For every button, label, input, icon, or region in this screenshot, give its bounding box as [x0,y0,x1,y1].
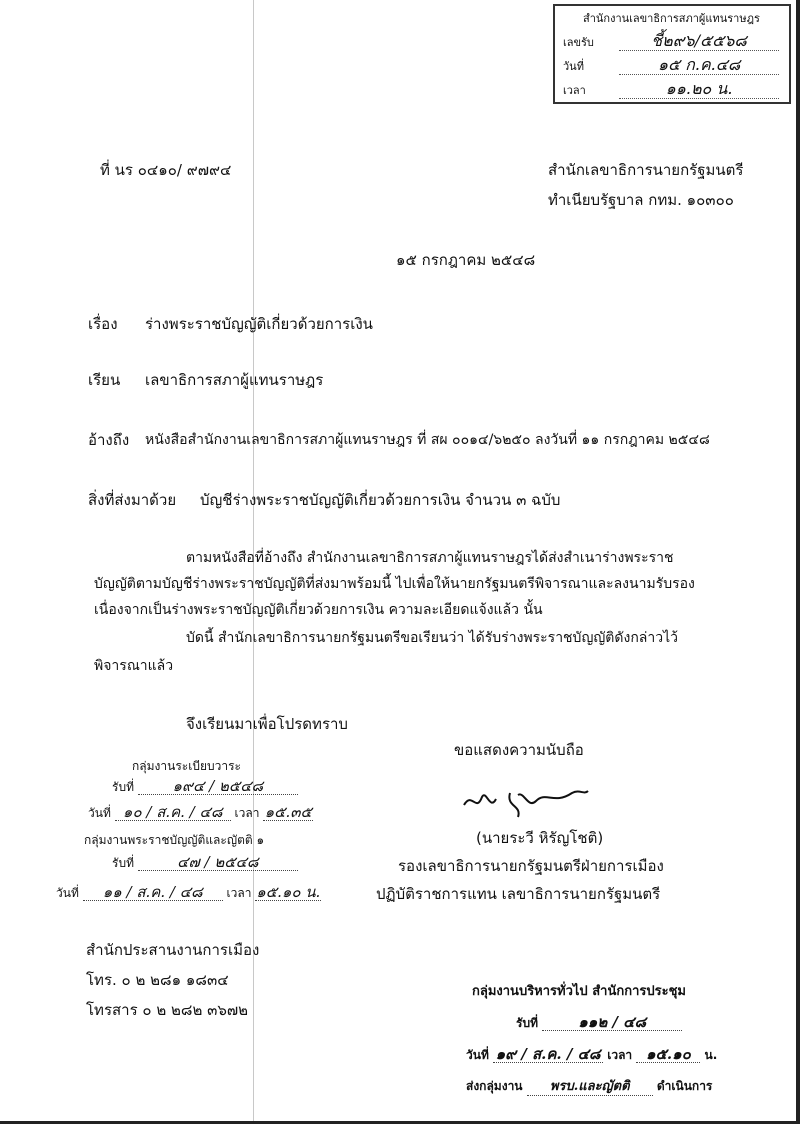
meeting-stamp-send [466,1078,712,1096]
signatory-title-1: รองเลขาธิการนายกรัฐมนตรีฝ่ายการเมือง [398,857,664,875]
meeting-stamp-recv-label: รับที่ [516,1016,538,1030]
registry-stamp-date2-label: วันที่ [56,886,79,900]
to-text: เลขาธิการสภาผู้แทนราษฎร [145,371,324,389]
meeting-stamp-date-value: ๑๙ / ส.ค. / ๔๘ [493,1046,603,1063]
receipt-stamp-no-value: ชี้๒๙๖/๕๕๖๘ [619,32,779,51]
registry-stamp-date-value: ๑๐ / ส.ค. / ๔๘ [115,804,231,821]
letter-date: ๑๕ กรกฎาคม ๒๕๔๘ [396,251,536,269]
registry-stamp-recv2-value: ๔๗ / ๒๕๔๘ [138,854,298,871]
receipt-stamp [553,4,791,104]
registry-stamp-recv-value: ๑๙๔ / ๒๕๔๘ [138,778,298,795]
meeting-stamp-send-label: ส่งกลุ่มงาน [466,1079,523,1093]
registry-stamp-group: กลุ่มงานระเบียบวาระ [132,759,241,773]
meeting-stamp-time-label: เวลา [607,1048,633,1062]
receipt-stamp-time-label: เวลา [563,84,586,97]
registry-stamp-recv-2 [112,854,298,871]
meeting-stamp-recv-value: ๑๑๒ / ๔๘ [542,1014,682,1031]
body-paragraph-2-line-2: พิจารณาแล้ว [94,658,174,674]
registry-stamp-recv2-label: รับที่ [112,856,134,870]
registry-stamp-group-2: กลุ่มงานพระราชบัญญัติและญัตติ ๑ [84,833,265,847]
body-paragraph-1-line-1: ตามหนังสือที่อ้างถึง สำนักงานเลขาธิการสภาผู้แทนราษฎรได้ส่งสำเนาร่างพระราช [186,550,674,566]
meeting-stamp-send-value: พรบ.และญัตติ [527,1079,653,1096]
registry-stamp-date [88,804,313,821]
receipt-stamp-time-value: ๑๑.๒๐ น. [619,80,779,99]
meeting-stamp-time-unit: น. [704,1048,718,1062]
enclosure-text: บัญชีร่างพระราชบัญญัติเกี่ยวด้วยการเงิน จำนวน ๓ ฉบับ [200,491,561,509]
footer-fax: โทรสาร ๐ ๒ ๒๘๒ ๓๖๗๒ [86,1001,249,1019]
regards: ขอแสดงความนับถือ [454,741,584,759]
enclosure-label: สิ่งที่ส่งมาด้วย [88,491,177,509]
reference-number: ที่ นร ๐๔๑๐/ ๙๗๙๔ [100,161,232,179]
receipt-stamp-date-label: วันที่ [563,60,584,73]
meeting-stamp-date-label: วันที่ [466,1048,489,1062]
registry-stamp-recv [112,778,298,795]
receipt-stamp-no-label: เลขรับ [563,36,594,49]
meeting-stamp-group: กลุ่มงานบริหารทั่วไป สำนักการประชุม [472,984,686,999]
subject-text: ร่างพระราชบัญญัติเกี่ยวด้วยการเงิน [145,315,373,333]
signatory-name: (นายระวี หิรัญโชติ) [476,829,604,847]
meeting-stamp-date [466,1046,717,1063]
registry-stamp-time2-label: เวลา [226,886,252,900]
handwritten-signature [462,783,592,823]
to-label: เรียน [88,371,121,389]
body-paragraph-2-line-1: บัดนี้ สำนักเลขาธิการนายกรัฐมนตรีขอเรียนว่า ได้รับร่างพระราชบัญญัติดังกล่าวไว้ [186,630,678,646]
registry-stamp-recv-label: รับที่ [112,780,134,794]
registry-stamp-time-label: เวลา [234,806,260,820]
meeting-stamp-recv [516,1014,682,1031]
body-paragraph-1-line-3: เนื่องจากเป็นร่างพระราชบัญญัติเกี่ยวด้วยการเงิน ความละเอียดแจ้งแล้ว นั้น [94,602,543,618]
closing-line: จึงเรียนมาเพื่อโปรดทราบ [186,715,348,733]
office-address: ทำเนียบรัฐบาล กทม. ๑๐๓๐๐ [548,191,734,209]
subject-label: เรื่อง [88,315,118,333]
registry-stamp-time2-value: ๑๕.๑๐ น. [256,883,321,901]
reference-text: หนังสือสำนักงานเลขาธิการสภาผู้แทนราษฎร ที่ สผ ๐๐๑๔/๖๒๕๐ ลงวันที่ ๑๑ กรกฎาคม ๒๕๔๘ [145,432,710,448]
footer-phone: โทร. ๐ ๒ ๒๘๑ ๑๘๓๔ [86,971,229,989]
meeting-stamp-time-value: ๑๕.๑๐ [636,1046,700,1063]
meeting-stamp-send-suffix: ดำเนินการ [656,1079,713,1093]
reference-label: อ้างถึง [88,431,130,449]
scan-edge-right [796,0,800,1124]
footer-department: สำนักประสานงานการเมือง [86,941,260,959]
registry-stamp-time-value: ๑๕.๓๕ [264,803,312,821]
registry-stamp-date-2 [56,884,321,901]
signatory-title-2: ปฏิบัติราชการแทน เลขาธิการนายกรัฐมนตรี [376,885,661,903]
office-name: สำนักเลขาธิการนายกรัฐมนตรี [548,161,744,179]
body-paragraph-1-line-2: บัญญัติตามบัญชีร่างพระราชบัญญัติที่ส่งมาพร้อมนี้ ไปเพื่อให้นายกรัฐมนตรีพิจารณาและลงนามรับรอง [94,576,695,592]
receipt-stamp-date-value: ๑๕ ก.ค.๔๘ [619,56,779,75]
registry-stamp-date-label: วันที่ [88,806,111,820]
registry-stamp-date2-value: ๑๑ / ส.ค. / ๔๘ [83,884,223,901]
receipt-stamp-office: สำนักงานเลขาธิการสภาผู้แทนราษฎร [583,12,760,25]
